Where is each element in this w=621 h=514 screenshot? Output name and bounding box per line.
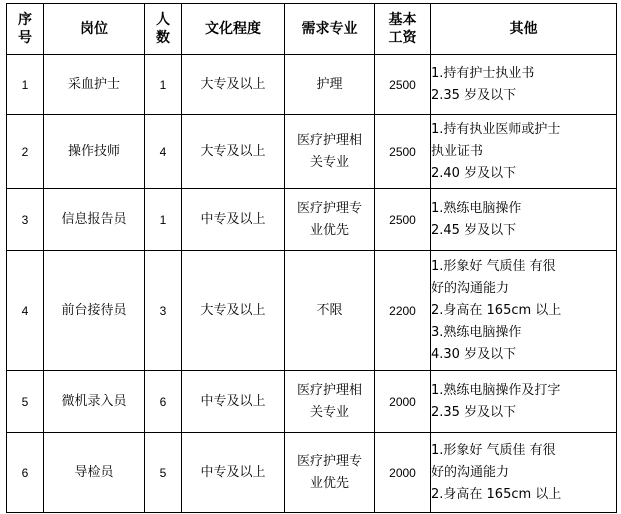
cell-count: 1 <box>145 189 182 251</box>
table-body <box>7 55 617 513</box>
cell-major-line: 医疗护理专 <box>296 200 362 216</box>
cell-other-line: 3.熟练电脑操作 <box>431 324 522 340</box>
cell-other-line: 2.35 岁及以下 <box>431 404 517 420</box>
cell-salary: 2000 <box>375 371 431 433</box>
cell-salary: 2500 <box>375 115 431 189</box>
cell-other-line: 1.熟练电脑操作及打字 <box>431 382 561 398</box>
cell-major <box>285 251 375 371</box>
cell-major-line: 医疗护理专 <box>296 453 362 469</box>
header-seq: 序号 <box>7 4 44 55</box>
header-count: 人数 <box>145 4 182 55</box>
cell-count: 1 <box>145 55 182 115</box>
cell-education: 大专及以上 <box>182 55 285 115</box>
header-education: 文化程度 <box>182 4 285 55</box>
cell-other <box>431 251 617 371</box>
cell-position: 采血护士 <box>44 55 145 115</box>
cell-other-line: 4.30 岁及以下 <box>431 346 517 362</box>
cell-salary: 2000 <box>375 433 431 513</box>
header-major: 需求专业 <box>285 4 375 55</box>
cell-other-line: 2.45 岁及以下 <box>431 222 517 238</box>
cell-position: 信息报告员 <box>44 189 145 251</box>
header-other: 其他 <box>431 4 617 55</box>
header-row <box>7 4 617 55</box>
cell-count: 6 <box>145 371 182 433</box>
cell-major-line: 医疗护理相 <box>296 132 362 148</box>
cell-other-line: 1.持有执业医师或护士 <box>431 121 561 137</box>
cell-seq: 5 <box>7 371 44 433</box>
cell-education: 中专及以上 <box>182 371 285 433</box>
cell-major-line: 业优先 <box>309 222 349 238</box>
cell-seq: 6 <box>7 433 44 513</box>
cell-major <box>285 371 375 433</box>
cell-major <box>285 55 375 115</box>
cell-major-line: 业优先 <box>309 475 349 491</box>
cell-salary: 2200 <box>375 251 431 371</box>
cell-education: 大专及以上 <box>182 115 285 189</box>
cell-major-line: 关专业 <box>309 154 349 170</box>
table-row <box>7 55 617 115</box>
cell-other-line: 1.熟练电脑操作 <box>431 200 522 216</box>
cell-count: 3 <box>145 251 182 371</box>
cell-other <box>431 115 617 189</box>
cell-position: 导检员 <box>44 433 145 513</box>
cell-other-line: 执业证书 <box>431 143 484 159</box>
cell-other-line: 1.持有护士执业书 <box>431 65 535 81</box>
cell-other-line: 2.身高在 165cm 以上 <box>431 302 562 318</box>
cell-education: 大专及以上 <box>182 251 285 371</box>
cell-other-line: 好的沟通能力 <box>431 280 510 296</box>
cell-major <box>285 433 375 513</box>
table-row <box>7 115 617 189</box>
cell-position: 操作技师 <box>44 115 145 189</box>
cell-salary: 2500 <box>375 189 431 251</box>
cell-other-line: 2.身高在 165cm 以上 <box>431 486 562 502</box>
header-position: 岗位 <box>44 4 145 55</box>
table-row <box>7 251 617 371</box>
table-row <box>7 433 617 513</box>
table-row <box>7 189 617 251</box>
cell-seq: 3 <box>7 189 44 251</box>
cell-other <box>431 433 617 513</box>
cell-seq: 4 <box>7 251 44 371</box>
cell-major-line: 不限 <box>316 302 343 318</box>
cell-education: 中专及以上 <box>182 189 285 251</box>
cell-seq: 2 <box>7 115 44 189</box>
cell-major-line: 护理 <box>316 76 343 92</box>
cell-other-line: 1.形象好 气质佳 有很 <box>431 258 556 274</box>
cell-seq: 1 <box>7 55 44 115</box>
cell-major-line: 关专业 <box>309 404 349 420</box>
cell-other-line: 2.35 岁及以下 <box>431 87 517 103</box>
cell-other <box>431 55 617 115</box>
cell-position: 微机录入员 <box>44 371 145 433</box>
cell-major <box>285 189 375 251</box>
cell-other-line: 2.40 岁及以下 <box>431 165 517 181</box>
cell-count: 5 <box>145 433 182 513</box>
table-row <box>7 371 617 433</box>
cell-other-line: 好的沟通能力 <box>431 464 510 480</box>
cell-other-line: 1.形象好 气质佳 有很 <box>431 442 556 458</box>
cell-major-line: 医疗护理相 <box>296 382 362 398</box>
header-salary: 基本工资 <box>375 4 431 55</box>
cell-major <box>285 115 375 189</box>
cell-count: 4 <box>145 115 182 189</box>
cell-salary: 2500 <box>375 55 431 115</box>
cell-other <box>431 189 617 251</box>
cell-position: 前台接待员 <box>44 251 145 371</box>
cell-education: 中专及以上 <box>182 433 285 513</box>
recruitment-table <box>6 3 617 513</box>
cell-other <box>431 371 617 433</box>
